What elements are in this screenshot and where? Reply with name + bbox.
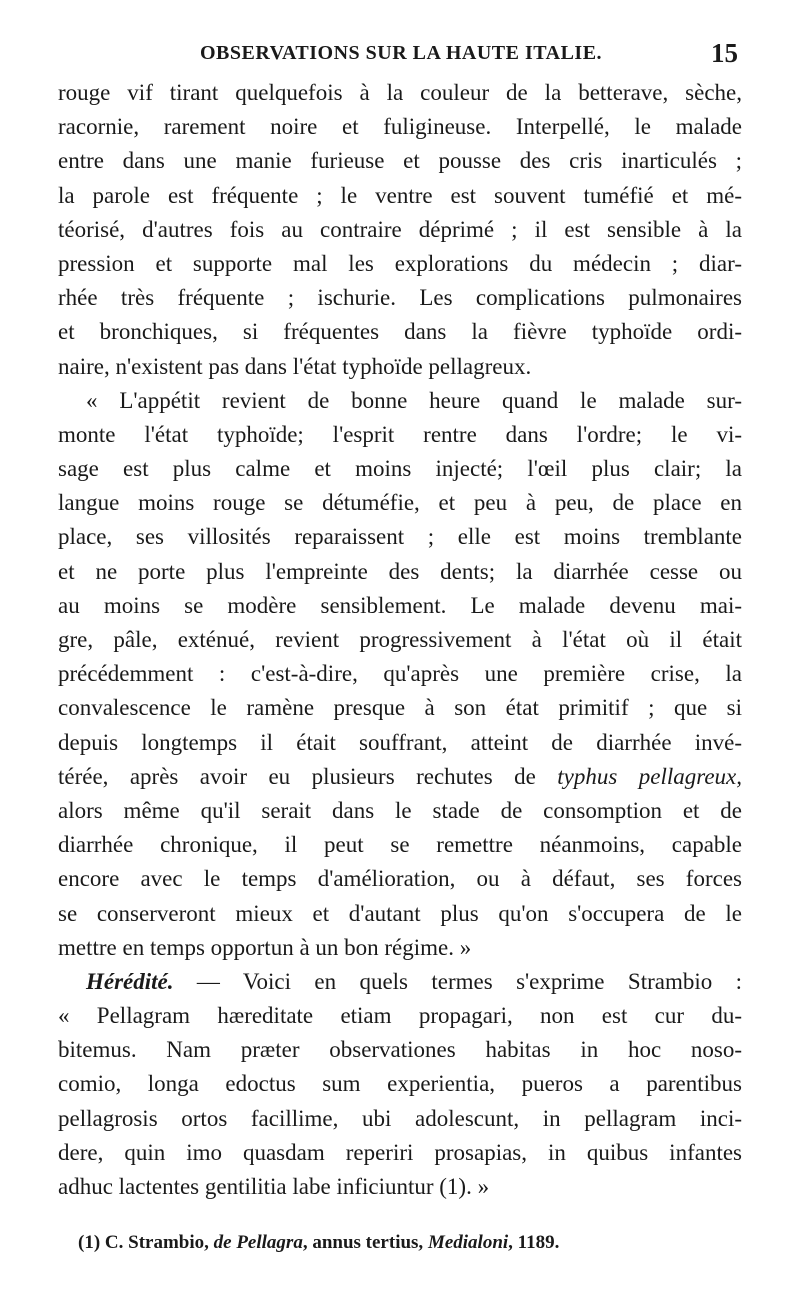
text-line: alors même qu'il serait dans le stade de consomption et de xyxy=(58,797,742,823)
running-title: OBSERVATIONS SUR LA HAUTE ITALIE. xyxy=(200,42,603,64)
text-line: gre, pâle, exténué, revient progressivement à l'état où il était xyxy=(58,627,742,652)
text-line xyxy=(58,965,742,999)
text-line: dere, quin imo quasdam reperiri prosapias, in quibus infantes xyxy=(58,1139,742,1165)
footnote-text: , annus tertius, xyxy=(302,1232,424,1253)
text-line: se conserveront mieux et d'autant plus qu'on s'occupera de le xyxy=(58,900,742,926)
section-heading: Hérédité. xyxy=(86,968,174,994)
page-number: 15 xyxy=(711,38,738,68)
text-line: comio, longa edoctus sum experientia, pueros a parentibus xyxy=(58,1071,742,1097)
text-line: « L'appétit revient de bonne heure quand le malade sur- xyxy=(86,387,742,413)
text-line: et bronchiques, si fréquentes dans la fièvre typhoïde ordi- xyxy=(58,319,742,345)
text-line: pression et supporte mal les explorations du médecin ; diar- xyxy=(58,250,742,276)
text-line xyxy=(58,760,742,794)
text-line: et ne porte plus l'empreinte des dents; la diarrhée cesse ou xyxy=(58,558,742,584)
footnote-place: Medialoni xyxy=(427,1232,509,1253)
text-line: pellagrosis ortos facillime, ubi adolescunt, in pellagram inci- xyxy=(58,1105,742,1131)
text-line: monte l'état typhoïde; l'esprit rentre dans l'ordre; le vi- xyxy=(58,421,742,447)
text-line: téorisé, d'autres fois au contraire déprimé ; il est sensible à la xyxy=(58,216,742,242)
text-segment: térée, après avoir eu plusieurs rechutes de xyxy=(58,763,536,789)
running-head xyxy=(60,38,740,78)
text-line: précédemment : c'est-à-dire, qu'après une première crise, la xyxy=(58,661,742,687)
footnote-year: , 1189. xyxy=(508,1232,560,1253)
italic-term: typhus pellagreux, xyxy=(557,763,742,789)
text-line: rouge vif tirant quelquefois à la couleur de la betterave, sèche, xyxy=(58,80,742,105)
text-line: langue moins rouge se détuméfie, et peu à peu, de place en xyxy=(58,490,742,516)
text-line: racornie, rarement noire et fuligineuse. Interpellé, le malade xyxy=(58,114,742,140)
body-text xyxy=(58,76,742,1204)
text-line: depuis longtemps il était souffrant, atteint de diarrhée invé- xyxy=(58,729,742,755)
footnote-title: de Pellagra xyxy=(213,1232,303,1253)
text-line: encore avec le temps d'amélioration, ou à défaut, ses forces xyxy=(58,866,742,892)
footnote-marker: (1) C. Strambio, xyxy=(78,1232,209,1253)
text-line: au moins se modère sensiblement. Le malade devenu mai- xyxy=(58,592,742,618)
text-segment: — Voici en quels termes s'exprime Strambio : xyxy=(196,968,742,994)
text-line: « Pellagram hæreditate etiam propagari, non est cur du- xyxy=(58,1003,742,1029)
text-line: rhée très fréquente ; ischurie. Les complications pulmonaires xyxy=(58,285,742,311)
text-line: adhuc lactentes gentilitia labe inficiuntur (1). » xyxy=(58,1174,490,1199)
text-line: bitemus. Nam præter observationes habitas in hoc noso- xyxy=(58,1037,742,1063)
text-line: mettre en temps opportun à un bon régime. » xyxy=(58,934,472,960)
text-line: convalescence le ramène presque à son état primitif ; que si xyxy=(58,695,742,721)
text-line: sage est plus calme et moins injecté; l'œil plus clair; la xyxy=(58,456,742,482)
text-line: place, ses villosités reparaissent ; elle est moins tremblante xyxy=(58,524,742,550)
text-line: diarrhée chronique, il peut se remettre néanmoins, capable xyxy=(58,832,742,858)
text-line: entre dans une manie furieuse et pousse des cris inarticulés ; xyxy=(58,148,742,174)
text-line: naire, n'existent pas dans l'état typhoïde pellagreux. xyxy=(58,353,532,379)
footnote xyxy=(78,1232,742,1254)
text-line: la parole est fréquente ; le ventre est souvent tuméfié et mé- xyxy=(58,182,742,208)
